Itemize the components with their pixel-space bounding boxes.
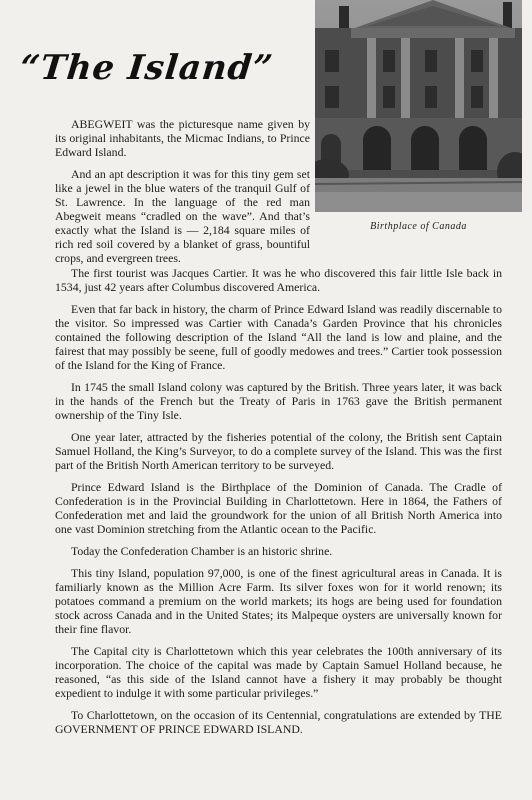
paragraph: The first tourist was Jacques Cartier. It was he who discovered this fair little Isle back in 1534, just 42 years after Columbus discovered America.: [55, 266, 502, 294]
paragraph: Even that far back in history, the charm of Prince Edward Island was readily discernable to the visitor. So impressed was Cartier with Canada’s Garden Province that his chronicles contained the following description of the Island “All the land is low and plaine, and the fairest that may possibly be seene, full of goodly medowes and trees.” Cartier took possession of the Island for the King of France.: [55, 302, 502, 372]
paragraph: Prince Edward Island is the Birthplace of the Dominion of Canada. The Cradle of Confederation is in the Provincial Building in Charlottetown. Here in 1864, the Fathers of Confederation met and laid the groundwork for the union of all British North America into one vast Dominion stretching from the Atlantic ocean to the Pacific.: [55, 480, 502, 536]
paragraph: One year later, attracted by the fisheries potential of the colony, the British sent Captain Samuel Holland, the King’s Surveyor, to do a complete survey of the Island. This was the first part of the British North American territory to be surveyed.: [55, 430, 502, 472]
paragraph: In 1745 the small Island colony was captured by the British. Three years later, it was back in the hands of the French but the Treaty of Paris in 1763 gave the British permanent ownership of the Tiny Isle.: [55, 380, 502, 422]
photo-caption: Birthplace of Canada: [370, 221, 467, 232]
paragraph: ABEGWEIT was the picturesque name given by its original inhabitants, the Micmac Indians, to Prince Edward Island.: [55, 117, 310, 159]
building-photo: [315, 0, 522, 212]
page-title: “The Island”: [17, 48, 276, 88]
closing-paragraph: To Charlottetown, on the occasion of its Centennial, congratulations are extended by THE GOVERNMENT OF PRINCE EDWARD ISLAND.: [55, 708, 502, 736]
paragraph: The Capital city is Charlottetown which this year celebrates the 100th anniversary of its incorporation. The choice of the capital was made by Captain Samuel Holland because, he reasoned, “as this side of the Island cannot have a fishery it may probably be thought expedient to indulge it with some particular privileges.”: [55, 644, 502, 700]
intro-text: [55, 117, 310, 273]
paragraph: And an apt description it was for this tiny gem set like a jewel in the blue waters of the tranquil Gulf of St. Lawrence. In the language of the red man Abegweit means “cradled on the wave”. And that’s exactly what the Island is — 2,184 square miles of rich red soil covered by a blanket of grass, bountiful crops, and evergreen trees.: [55, 167, 310, 265]
paragraph: This tiny Island, population 97,000, is one of the finest agricultural areas in Canada. It is familiarly known as the Million Acre Farm. Its silver foxes won for it world renown; its potatoes command a premium on the world markets; its hogs are being used for foundation stock across Canada and in the United States; its Malpeque oysters are universally known for their fine flavor.: [55, 566, 502, 636]
body-text: [55, 266, 502, 744]
paragraph: Today the Confederation Chamber is an historic shrine.: [71, 544, 333, 558]
